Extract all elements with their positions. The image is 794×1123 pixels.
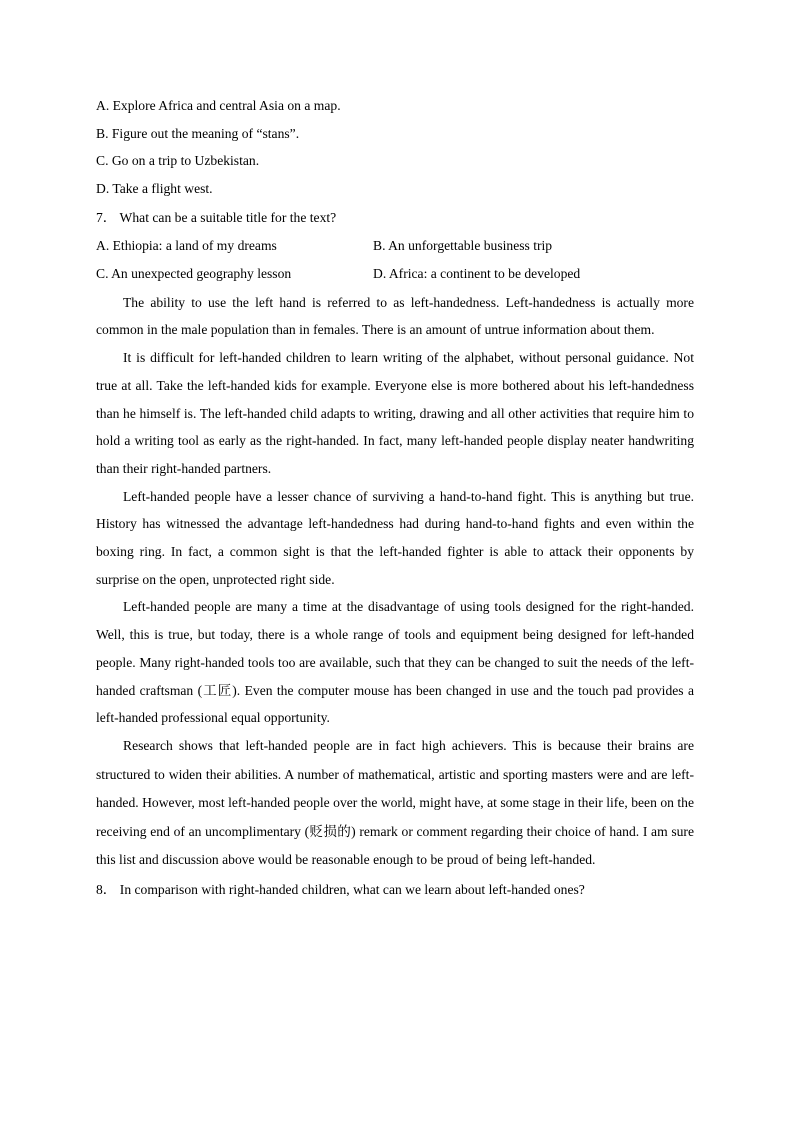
passage-paragraph-1: The ability to use the left hand is referred to as left-handedness. Left-handedness is actually more common in the male population than in females. There is an amount of untrue information about them.: [96, 294, 694, 338]
q6-option-d: D. Take a flight west.: [96, 181, 213, 197]
q7-stem: 7． What can be a suitable title for the text?: [96, 209, 337, 225]
q6-option-a: A. Explore Africa and central Asia on a map.: [96, 98, 341, 113]
question-8: [96, 875, 694, 904]
q7-option-d: D. Africa: a continent to be developed: [373, 266, 581, 282]
document-page: [96, 92, 694, 904]
reading-passage: [96, 289, 694, 875]
q7-options-row-2: [96, 260, 694, 289]
passage-paragraph-3: Left-handed people have a lesser chance of surviving a hand-to-hand fight. This is anything but true. History has witnessed the advantage left-handedness had during hand-to-hand fights and even within the boxing ring. In fact, a common sight is that the left-handed fighter is able to attack their opponents by surprise on the open, unprotected right side.: [96, 488, 694, 587]
passage-paragraph-4: Left-handed people are many a time at the disadvantage of using tools designed for the right-handed. Well, this is true, but today, there is a whole range of tools and equipment being designed for left-handed people. Many right-handed tools too are available, such that they can be changed to suit the needs of the left-handed craftsman (工匠). Even the computer mouse has been changed in use and the touch pad provides a left-handed professional equal opportunity.: [96, 599, 694, 726]
q7-option-b: B. An unforgettable business trip: [373, 237, 553, 253]
passage-paragraph-2: It is difficult for left-handed children to learn writing of the alphabet, without personal guidance. Not true at all. Take the left-handed kids for example. Everyone else is more bothered about his left-handedness than he himself is. The left-handed child adapts to writing, drawing and all other activities that require him to hold a writing tool as early as the right-handed. In fact, many left-handed people display neater handwriting than their right-handed partners.: [96, 350, 694, 476]
q6-option-c: C. Go on a trip to Uzbekistan.: [96, 153, 260, 169]
q7-option-c: C. An unexpected geography lesson: [96, 266, 292, 282]
q7-options-row-1: [96, 232, 694, 261]
q6-option-b: B. Figure out the meaning of “stans”.: [96, 125, 300, 141]
question-7: [96, 203, 694, 289]
q7-option-a: A. Ethiopia: a land of my dreams: [96, 237, 277, 253]
question-6-options: [96, 92, 694, 203]
passage-paragraph-5: Research shows that left-handed people are in fact high achievers. This is because their brains are structured to widen their abilities. A number of mathematical, artistic and sporting masters were and are left-handed. However, most left-handed people over the world, might have, at some stage in their life, been on the receiving end of an uncomplimentary (贬损的) remark or comment regarding their choice of hand. I am sure this list and discussion above would be reasonable enough to be proud of being left-handed.: [96, 738, 694, 868]
q8-stem: 8． In comparison with right-handed children, what can we learn about left-handed ones?: [96, 881, 585, 897]
